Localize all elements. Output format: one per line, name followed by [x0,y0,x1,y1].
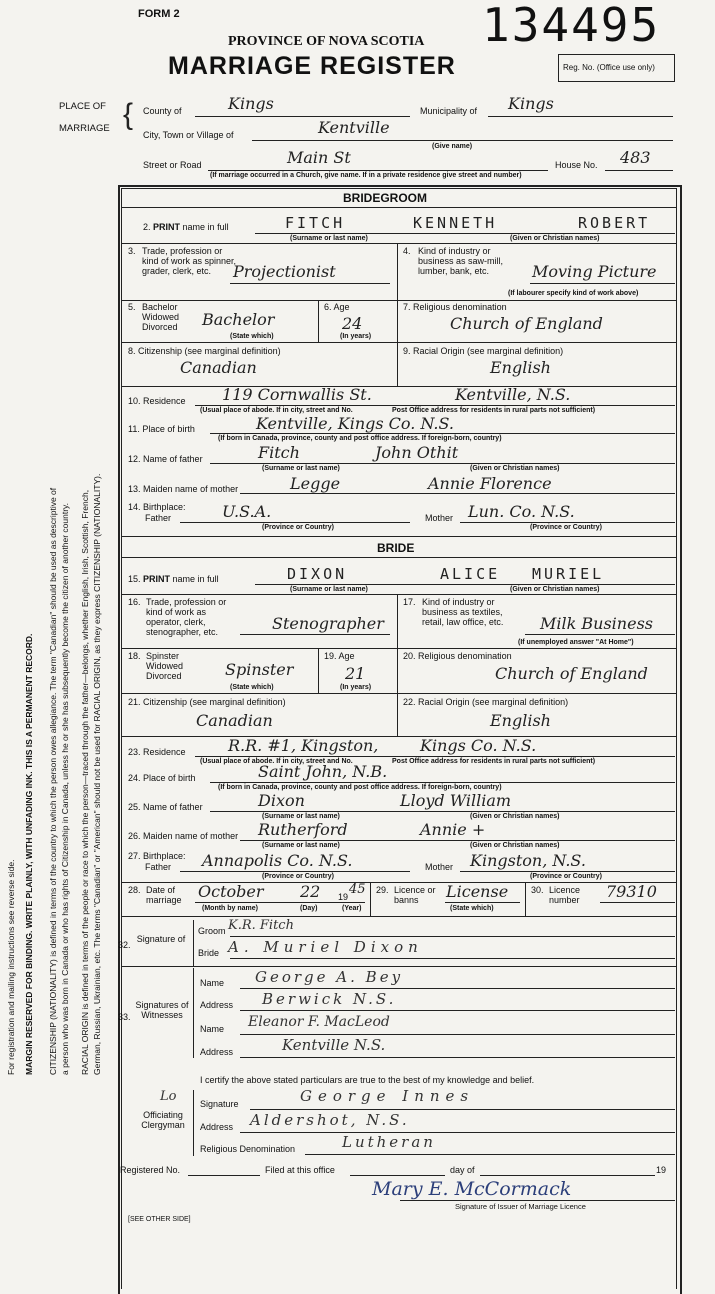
groom-state-note: (State which) [230,333,274,340]
county-value: Kings [228,94,274,113]
groom-father-given-note: (Given or Christian names) [470,465,560,472]
groom-father-given: John Othit [375,443,459,462]
page-title: MARRIAGE REGISTER [168,52,456,80]
groom-father-label: 12. Name of father [128,454,203,464]
bride-citizenship: Canadian [196,711,273,730]
bride-industry: Milk Business [540,614,653,633]
groom-surname-note: (Surname or last name) [290,235,368,242]
w1-name: George A. Bey [255,968,404,986]
licence-value: License [446,882,509,901]
groom-sig-label: Groom [198,926,226,936]
bride-father-surname: Dixon [258,791,305,810]
municipality-value: Kings [508,94,554,113]
place-brace: { [123,98,134,131]
margin-racial-def1: RACIAL ORIGIN is defined in terms of the people or race to which the person—traced through the father—belongs, whether English, Irish, Scottish, French, [80,489,90,1075]
county-label: County of [143,106,182,116]
bride-residence1: R.R. #1, Kingston, [228,736,379,755]
groom-father-surname-note: (Surname or last name) [262,465,340,472]
bride-residence-note: (Usual place of abode. If in city, street and No. [200,758,353,765]
licence-label: Licence or banns [394,885,436,905]
groom-mother-birthplace: Lun. Co. N.S. [468,502,575,521]
bride-racial: English [490,711,551,730]
groom-industry-num: 4. [403,246,411,256]
city-label: City, Town or Village of [143,130,234,140]
groom-residence-note: (Usual place of abode. If in city, street and No. [200,407,353,414]
bride-status-num: 18. [128,651,141,661]
groom-citizenship-label: 8. Citizenship (see marginal definition) [128,346,281,356]
margin-citizenship-def2: a person who was born in Canada or who has rights of Citizenship in Canada, unless he or she has subsequently become the citizen of another country. [60,502,70,1075]
bride-father-bp-label: Father [145,862,172,872]
groom-surname: FITCH [285,214,346,232]
bride-religion: Church of England [495,664,648,683]
bride-sig-label: Bride [198,948,220,958]
marriage-day: 22 [300,882,321,901]
bride-mother-country-note: (Province or Country) [530,873,602,880]
groom-postoffice-note: Post Office address for residents in rural parts not sufficient) [392,407,596,414]
witnesses-label: Signatures of Witnesses [135,1000,189,1020]
marriage-year-prefix: 19 [338,892,349,902]
groom-signature: K.R. Fitch [228,918,294,933]
groom-age: 24 [342,314,363,333]
margin-instructions: For registration and mailing instructions see reverse side. [6,859,16,1075]
groom-mother-bp-label: Mother [425,513,454,523]
bride-mother-surname-note: (Surname or last name) [262,842,340,849]
bride-age-label: 19. Age [324,651,355,661]
reg-no-label: Reg. No. (Office use only) [563,63,655,72]
bride-citizenship-label: 21. Citizenship (see marginal definition) [128,697,286,707]
w1-name-label: Name [200,978,225,988]
w1-address-label: Address [200,1000,234,1010]
groom-trade-num: 3. [128,246,136,256]
bride-age: 21 [345,664,366,683]
groom-given-note: (Given or Christian names) [510,235,600,242]
bride-father-given: Lloyd William [400,791,512,810]
form-label: FORM 2 [138,8,180,20]
bride-name-label: 15. PRINT name in full [128,574,219,584]
street-label: Street or Road [143,160,202,170]
bride-status: Spinster [225,660,294,679]
licence-number-value: 79310 [606,882,657,901]
clergy-prefix: Lo [160,1089,177,1104]
bride-residence-label: 23. Residence [128,747,186,757]
year-19-label: 19 [656,1165,667,1175]
groom-mother-country-note: (Province or Country) [530,524,602,531]
bride-industry-label: Kind of industry or business as textiles, retail, law office, etc. [422,597,504,627]
margin-binding-note: MARGIN RESERVED FOR BINDING. WRITE PLAINLY, WITH UNFADING INK. THIS IS A PERMANENT RECORD. [24,633,34,1075]
month-note: (Month by name) [202,905,258,912]
groom-residence1: 119 Cornwallis St. [222,385,372,404]
bride-signature: A. Muriel Dixon [228,938,423,956]
bride-postoffice-note: Post Office address for residents in rural parts not sufficient) [392,758,596,765]
bride-unemployed-note: (If unemployed answer "At Home") [518,639,634,646]
date-num: 28. [128,885,141,895]
bride-industry-num: 17. [403,597,416,607]
bride-trade-label: Trade, profession or kind of work as operator, clerk, stenographer, etc. [146,597,227,637]
bride-mother-given-note: (Given or Christian names) [470,842,560,849]
city-value: Kentville [318,118,390,137]
licence-number-num: 30. [531,885,544,895]
place-of-label: PLACE OF [59,101,106,112]
groom-mother-surname: Legge [290,474,341,493]
bride-given1: ALICE [440,565,501,583]
marriage-month: October [198,882,264,901]
church-note: (If marriage occurred in a Church, give name. If in a private residence give street and number) [210,172,522,179]
bride-years-note: (In years) [340,684,372,691]
bride-mother-bp-label: Mother [425,862,454,872]
margin-citizenship-def1: CITIZENSHIP (NATIONALITY) is defined in terms of the country to which the person owes allegiance. The term "Canadian" should be used as descriptive of [48,487,58,1075]
bride-mother-birthplace: Kingston, N.S. [470,851,586,870]
w2-address: Kentville N.S. [282,1036,386,1054]
house-value: 483 [620,148,651,167]
clergy-address-label: Address [200,1122,234,1132]
bride-surname-note: (Surname or last name) [290,586,368,593]
street-value: Main St [287,148,351,167]
clergy-address: Aldershot, N.S. [250,1111,410,1129]
groom-mother-given: Annie Florence [428,474,552,493]
groom-given2: ROBERT [578,214,651,232]
clergy-sig-label: Signature [200,1099,239,1109]
bride-father-label: 25. Name of father [128,802,203,812]
bride-mother-surname: Rutherford [258,820,348,839]
signature-of-label: Signature of [136,934,186,944]
house-label: House No. [555,160,598,170]
bride-father-surname-note: (Surname or last name) [262,813,340,820]
bride-father-given-note: (Given or Christian names) [470,813,560,820]
day-of-label: day of [450,1165,475,1175]
groom-father-bp-label: Father [145,513,172,523]
groom-status: Bachelor [202,310,275,329]
province-heading: PROVINCE OF NOVA SCOTIA [228,34,425,49]
groom-mother-label: 13. Maiden name of mother [128,484,239,494]
signature-num: 32. [118,940,131,950]
bride-given2: MURIEL [532,565,605,583]
bride-mother-given: Annie + [420,820,486,839]
registered-no-label: Registered No. [120,1165,181,1175]
groom-trade: Projectionist [233,262,336,281]
w1-address: Berwick N.S. [262,990,397,1008]
licence-num: 29. [376,885,389,895]
date-label: Date of marriage [146,885,182,905]
groom-residence2: Kentville, N.S. [455,385,571,404]
groom-birth-label: 11. Place of birth [128,424,195,434]
issuer-signature: Mary E. McCormack [372,1178,572,1200]
w2-name-label: Name [200,1024,225,1034]
bride-given-note: (Given or Christian names) [510,586,600,593]
marriage-label: MARRIAGE [59,123,110,134]
groom-citizenship: Canadian [180,358,257,377]
groom-residence-label: 10. Residence [128,396,186,406]
groom-birthplace-label: 14. Birthplace: [128,502,186,512]
bride-trade: Stenographer [272,614,384,633]
bride-racial-label: 22. Racial Origin (see marginal definition) [403,697,569,707]
groom-trade-label: Trade, profession or kind of work as spinner, grader, clerk, etc. [142,246,237,276]
groom-name-label: 2. PRINT name in full [143,222,229,232]
w2-address-label: Address [200,1047,234,1057]
margin-racial-def2: German, Russian, Ukrainian, etc. The terms "Canadian" or "American" should not be used for RACIAL ORIGIN, as they express CITIZENSHIP (NATIONALITY). [92,473,102,1075]
groom-age-label: 6. Age [324,302,350,312]
give-name-note: (Give name) [432,143,473,150]
groom-industry: Moving Picture [532,262,657,281]
filed-label: Filed at this office [265,1165,335,1175]
bride-surname: DIXON [287,565,348,583]
groom-birth: Kentville, Kings Co. N.S. [256,414,454,433]
bride-father-country-note: (Province or Country) [262,873,334,880]
bride-birth-label: 24. Place of birth [128,773,196,783]
clergy-label: Officiating Clergyman [141,1110,185,1130]
groom-given1: KENNETH [413,214,498,232]
bride-trade-num: 16. [128,597,141,607]
groom-years-note: (In years) [340,333,372,340]
groom-birth-note: (If born in Canada, province, county and post office address. If foreign-born, country) [218,435,502,442]
groom-father-birthplace: U.S.A. [222,502,272,521]
issuer-note: Signature of Issuer of Marriage Licence [455,1202,586,1211]
groom-father-surname: Fitch [258,443,300,462]
bride-mother-label: 26. Maiden name of mother [128,831,239,841]
handwritten-register-number: 134495 [482,0,661,52]
marriage-year: 45 [349,882,366,897]
bride-birth: Saint John, N.B. [258,762,388,781]
bride-heading: BRIDE [377,541,415,555]
groom-father-country-note: (Province or Country) [262,524,334,531]
clergy-denomination: Lutheran [342,1133,436,1151]
groom-status-label: Bachelor Widowed Divorced [142,302,180,332]
bride-status-label: Spinster Widowed Divorced [146,651,184,681]
groom-labourer-note: (If labourer specify kind of work above) [508,290,639,297]
bride-father-birthplace: Annapolis Co. N.S. [202,851,353,870]
day-note: (Day) [300,905,318,912]
licence-state-note: (State which) [450,905,494,912]
w2-name: Eleanor F. MacLeod [248,1014,390,1030]
municipality-label: Municipality of [420,106,478,116]
bride-birth-note: (If born in Canada, province, county and post office address. If foreign-born, country) [218,784,502,791]
groom-status-num: 5. [128,302,136,312]
bridegroom-heading: BRIDEGROOM [343,191,427,205]
see-other-side: [SEE OTHER SIDE] [128,1216,191,1223]
certify-text: I certify the above stated particulars are true to the best of my knowledge and belief. [200,1075,535,1085]
groom-racial: English [490,358,551,377]
bride-residence2: Kings Co. N.S. [420,736,537,755]
groom-industry-label: Kind of industry or business as saw-mill, lumber, bank, etc. [418,246,504,276]
groom-religion-label: 7. Religious denomination [403,302,507,312]
groom-religion: Church of England [450,314,603,333]
licence-number-label: Licence number [549,885,581,905]
witness-num: 33. [118,1012,131,1022]
bride-birthplace-label: 27. Birthplace: [128,851,186,861]
bride-state-note: (State which) [230,684,274,691]
clergy-denom-label: Religious Denomination [200,1144,296,1154]
bride-religion-label: 20. Religious denomination [403,651,512,661]
year-note: (Year) [342,905,362,912]
groom-racial-label: 9. Racial Origin (see marginal definition) [403,346,564,356]
clergy-signature: George Innes [300,1087,475,1105]
